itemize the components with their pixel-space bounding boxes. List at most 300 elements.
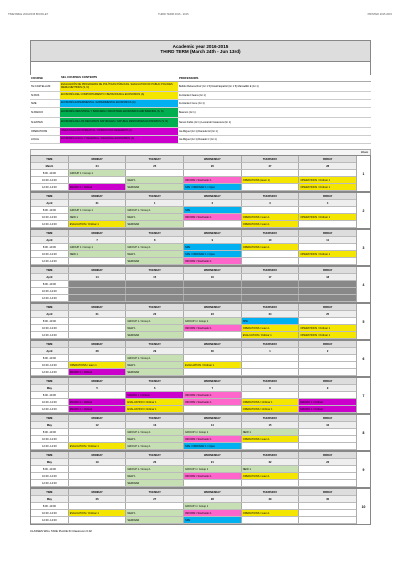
class-cell (69, 480, 127, 486)
time-label: 10:00 -12:00 (31, 473, 69, 479)
time-header: TIME (31, 230, 69, 236)
class-cell: OPERATIONS / team 1 (242, 436, 300, 442)
class-cell: GROUP 1 / Group 1 (184, 429, 242, 435)
date-number: 7 (184, 385, 242, 391)
class-cell: SPE / ORDINAR 1 / Open (184, 443, 242, 449)
time-slot-row (31, 318, 357, 325)
time-label: 12:00 -14:00 (31, 221, 69, 227)
week-number: 7 (356, 378, 370, 413)
week-number: 9 (356, 452, 370, 487)
day-name: WEDNESDAY (184, 193, 242, 199)
date-number: 30 (299, 496, 357, 502)
class-cell: MACRO 1 / Ordinal (69, 406, 127, 412)
time-label: 8:00 -10:00 (31, 429, 69, 435)
date-number: 29 (126, 348, 184, 354)
month-label: May (31, 385, 69, 391)
date-row (31, 237, 357, 244)
week-block (30, 229, 371, 266)
date-row (31, 422, 357, 429)
class-cell (242, 355, 300, 361)
week-number: 6 (356, 341, 370, 376)
legend-course-content: EVALUACIÓN DE PROGRAMAS DE POLÍTICAS PÚBLICAS / EVALUATION OF PUBLIC POLICIES MEDIA METHODS (S, N) (60, 82, 178, 91)
month-label: March (31, 163, 69, 169)
day-name: MONDAY (69, 193, 127, 199)
class-cell (242, 288, 300, 294)
class-cell (242, 369, 300, 375)
day-name: THURSDAY (242, 267, 300, 273)
legend-professors: Beamon (Gr 1) (179, 111, 196, 114)
class-cell: EVALUATION / Ordinar 1 (126, 406, 184, 412)
day-name: MONDAY (69, 156, 127, 162)
class-cell (184, 221, 242, 227)
class-cell (184, 355, 242, 361)
time-slot-row (31, 466, 357, 473)
class-cell: MACRO 1 / Ordinal (69, 399, 127, 405)
date-number: 24 (242, 311, 300, 317)
time-label: 10:00 -12:00 (31, 214, 69, 220)
day-name: THURSDAY (242, 193, 300, 199)
class-cell: EVALUATION / Ordinar 1 (69, 510, 127, 516)
class-cell: GROUP 1 / Group 1 (126, 429, 184, 435)
time-label: 8:00 -10:00 (31, 355, 69, 361)
day-name: TUESDAY (126, 156, 184, 162)
class-cell (184, 288, 242, 294)
time-label: 12:00 -14:00 (31, 295, 69, 301)
class-cell (299, 392, 357, 398)
date-row (31, 311, 357, 318)
day-name: MONDAY (69, 230, 127, 236)
week-block (30, 155, 371, 192)
time-label: 8:00 -10:00 (31, 207, 69, 213)
class-cell (184, 406, 242, 412)
class-cell: SEMINAR (126, 480, 184, 486)
time-slot-row (31, 392, 357, 399)
date-number: 26 (184, 163, 242, 169)
class-cell: MACRO 1 / Ordinal (299, 399, 357, 405)
day-name: FRIDAY (299, 193, 357, 199)
class-cell: OPERATIONS / Ordinar 1 (299, 251, 357, 257)
class-cell: SPE (184, 244, 242, 250)
legend-row (30, 128, 371, 136)
day-name: MONDAY (69, 415, 127, 421)
time-slot-row (31, 369, 357, 376)
date-number: 1 (126, 200, 184, 206)
class-cell: INFORM / Stochastic 1 (184, 177, 242, 183)
class-cell (69, 503, 127, 509)
legend-row (30, 108, 371, 118)
time-slot-row (31, 214, 357, 221)
date-number: 24 (69, 163, 127, 169)
time-label: 12:00 -14:00 (31, 184, 69, 190)
date-number: 13 (126, 422, 184, 428)
class-cell (299, 258, 357, 264)
day-header-row (31, 156, 357, 163)
class-cell: MACRO 1 / Ordinal (69, 184, 127, 190)
weeks-container (30, 155, 371, 525)
time-label: 12:00 -14:00 (31, 369, 69, 375)
class-cell: NEW 1 (126, 325, 184, 331)
time-slot-row (31, 251, 357, 258)
class-cell: NEW 1 (69, 214, 127, 220)
date-number: 1 (242, 348, 300, 354)
time-slot-row (31, 207, 357, 214)
class-cell: SPE (242, 318, 300, 324)
time-header: TIME (31, 304, 69, 310)
academic-year: Academic year 2016-2015 (172, 44, 229, 49)
time-header: TIME (31, 341, 69, 347)
date-number: 9 (184, 237, 242, 243)
date-number: 6 (126, 385, 184, 391)
time-label: 12:00 -14:00 (31, 443, 69, 449)
legend-course-code: SV-CASTELLANI (31, 85, 51, 88)
legend-course-content: ECONOMÍA LOCAL Y REGIONAL / REGIONAL ECONOMICS (A) (60, 136, 178, 143)
date-number: 11 (299, 237, 357, 243)
date-number: 30 (184, 348, 242, 354)
date-number: 2 (184, 200, 242, 206)
time-slot-row (31, 480, 357, 487)
date-number: 12 (69, 422, 127, 428)
class-cell (242, 480, 300, 486)
day-header-row (31, 267, 357, 274)
time-header: TIME (31, 378, 69, 384)
legend-professors: Nervet Fabio (Gr 1) Leonardo Casanova (Gr 1) (179, 121, 231, 124)
legend-row (30, 82, 371, 92)
date-number: 2 (299, 348, 357, 354)
class-cell (184, 170, 242, 176)
class-cell: NEW 1 (69, 251, 127, 257)
class-cell (242, 207, 300, 213)
date-row (31, 274, 357, 281)
class-cell (69, 466, 127, 472)
day-name: TUESDAY (126, 304, 184, 310)
month-label: May (31, 459, 69, 465)
legend-professors: Isa Miguel (Gr 1) Rosado C (Gr 1) (179, 138, 217, 141)
class-cell (69, 258, 127, 264)
week-number: 2 (356, 193, 370, 228)
legend-row (30, 92, 371, 100)
month-label: April (31, 274, 69, 280)
day-name: FRIDAY (299, 489, 357, 495)
legend-col-content: SEL COURSES CONTENTS (61, 75, 98, 80)
legend-course-code: OPERATIONS (31, 130, 48, 133)
time-label: 12:00 -14:00 (31, 517, 69, 523)
date-number: 4 (299, 200, 357, 206)
day-header-row (31, 230, 357, 237)
date-number: 15 (242, 422, 300, 428)
class-cell (242, 503, 300, 509)
class-cell (69, 177, 127, 183)
class-cell: NEW 1 (126, 510, 184, 516)
week-block (30, 488, 371, 525)
class-cell (69, 281, 127, 287)
date-number: 5 (69, 385, 127, 391)
day-name: FRIDAY (299, 230, 357, 236)
class-cell (69, 332, 127, 338)
class-cell: SEMINAR (126, 221, 184, 227)
time-slot-row (31, 295, 357, 302)
time-label: 8:00 -10:00 (31, 466, 69, 472)
class-cell (299, 429, 357, 435)
week-block (30, 451, 371, 488)
class-cell: INFORM / Stochastic 1 (184, 325, 242, 331)
class-cell: GROUP 1 / Group 1 (126, 443, 184, 449)
time-label: 8:00 -10:00 (31, 503, 69, 509)
day-name: MONDAY (69, 452, 127, 458)
day-header-row (31, 489, 357, 496)
class-cell (242, 362, 300, 368)
month-label: May (31, 422, 69, 428)
month-label: April (31, 200, 69, 206)
time-label: 8:00 -10:00 (31, 281, 69, 287)
class-cell (299, 510, 357, 516)
class-cell (299, 295, 357, 301)
class-cell (299, 517, 357, 523)
class-cell: GROUP 1 / Group 1 (126, 318, 184, 324)
class-cell (299, 355, 357, 361)
legend-row (30, 118, 371, 128)
date-number: 31 (69, 200, 127, 206)
legend-course-content: ECONOMÍA DE LOS RECURSOS NATURALES / NATURAL RESOURCES ECONOMICS (S, N) (60, 118, 178, 127)
class-cell: NEW 1 (126, 362, 184, 368)
day-name: THURSDAY (242, 230, 300, 236)
day-name: WEDNESDAY (184, 378, 242, 384)
day-name: WEDNESDAY (184, 341, 242, 347)
day-name: TUESDAY (126, 452, 184, 458)
date-number: 18 (299, 274, 357, 280)
legend-course-content: ECONOMÍA INDUSTRIAL Y BANCARIA / INDUSTRIAL ECONOMICS AND BANKING (S, N) (60, 108, 178, 117)
time-label: 10:00 -12:00 (31, 288, 69, 294)
date-number: 29 (242, 496, 300, 502)
day-name: THURSDAY (242, 341, 300, 347)
class-cell (299, 288, 357, 294)
time-slot-row (31, 355, 357, 362)
day-name: THURSDAY (242, 304, 300, 310)
class-cell (299, 473, 357, 479)
time-label: 10:00 -12:00 (31, 362, 69, 368)
legend-rows (30, 82, 371, 144)
week-number: 10 (356, 489, 370, 524)
class-cell: GROUP 1 / Group 1 (184, 503, 242, 509)
class-cell: OPERATIONS / team 1 (69, 362, 127, 368)
class-cell (242, 281, 300, 287)
month-label: April (31, 348, 69, 354)
class-cell: INFORM / Stochastic 1 (184, 510, 242, 516)
date-number: 23 (184, 311, 242, 317)
class-cell: OPERATIONS / Ordinar 1 (242, 406, 300, 412)
date-row (31, 163, 357, 170)
day-header-row (31, 378, 357, 385)
class-cell: SEMINAR (126, 258, 184, 264)
class-cell (69, 295, 127, 301)
top-line (8, 13, 392, 19)
time-slot-row (31, 170, 357, 177)
class-cell (126, 281, 184, 287)
class-cell: GROUP 1 / Group 1 (126, 207, 184, 213)
class-cell: OPERATIONS / Ordinar 1 (299, 184, 357, 190)
day-name: FRIDAY (299, 452, 357, 458)
day-name: FRIDAY (299, 341, 357, 347)
class-cell: MACRO 1 / Ordinal (69, 369, 127, 375)
class-cell: SPE / ORDINAR 1 / Open (184, 184, 242, 190)
class-cell (299, 369, 357, 375)
class-cell (69, 288, 127, 294)
day-name: THURSDAY (242, 378, 300, 384)
class-cell (126, 295, 184, 301)
day-header-row (31, 341, 357, 348)
time-slot-row (31, 362, 357, 369)
month-label: April (31, 237, 69, 243)
timetable-sheet (30, 40, 371, 533)
day-name: THURSDAY (242, 489, 300, 495)
class-cell (299, 207, 357, 213)
day-name: TUESDAY (126, 341, 184, 347)
time-slot-row (31, 332, 357, 339)
class-cell: INFORM / Stochastic 1 (184, 436, 242, 442)
time-slot-row (31, 517, 357, 524)
class-cell (69, 355, 127, 361)
class-cell (69, 473, 127, 479)
time-label: 8:00 -10:00 (31, 244, 69, 250)
week-block (30, 377, 371, 414)
day-name: TUESDAY (126, 378, 184, 384)
class-cell: NEW 1 (126, 214, 184, 220)
week-block (30, 414, 371, 451)
class-cell: EVALUATION / Ordinar 1 (69, 443, 127, 449)
time-slot-row (31, 473, 357, 480)
day-name: FRIDAY (299, 267, 357, 273)
time-slot-row (31, 281, 357, 288)
date-number: 14 (184, 422, 242, 428)
class-cell (299, 244, 357, 250)
week-number: 8 (356, 415, 370, 450)
date-number: 27 (242, 163, 300, 169)
week-block (30, 266, 371, 303)
term-title: THIRD TERM (March 24th - Jun 13rd) (160, 49, 241, 55)
class-cell (242, 443, 300, 449)
date-row (31, 496, 357, 503)
class-cell: INFORM / Stochastic 1 (184, 258, 242, 264)
week-block (30, 340, 371, 377)
class-cell (299, 362, 357, 368)
date-number: 14 (69, 274, 127, 280)
time-label: 12:00 -14:00 (31, 332, 69, 338)
class-cell (69, 318, 127, 324)
class-cell: SPE / ORDINAR 1 / Open (184, 251, 242, 257)
month-label: April (31, 311, 69, 317)
time-label: 12:00 -14:00 (31, 258, 69, 264)
time-label: 8:00 -10:00 (31, 318, 69, 324)
class-cell (184, 295, 242, 301)
class-cell (126, 170, 184, 176)
class-cell (242, 184, 300, 190)
class-cell: SEMINAR (126, 184, 184, 190)
class-cell: OPERATIONS / team 1 (242, 510, 300, 516)
date-number: 28 (299, 163, 357, 169)
time-label: 10:00 -12:00 (31, 399, 69, 405)
day-name: WEDNESDAY (184, 156, 242, 162)
day-name: WEDNESDAY (184, 267, 242, 273)
class-cell: OPERATIONS (team 1) (242, 177, 300, 183)
date-number: 22 (126, 311, 184, 317)
date-number: 9 (299, 385, 357, 391)
legend-course-code: SI-BANCO (31, 111, 44, 114)
legend-course-code: LOCAL (31, 138, 40, 141)
class-cell (126, 288, 184, 294)
date-number: 21 (69, 311, 127, 317)
time-label: 10:00 -12:00 (31, 177, 69, 183)
class-cell: GROUP 1 / Group 1 (69, 244, 127, 250)
time-slot-row (31, 221, 357, 228)
date-number: 15 (126, 274, 184, 280)
day-name: MONDAY (69, 304, 127, 310)
class-cell: INFORM / Stochastic 1 (184, 399, 242, 405)
day-name: WEDNESDAY (184, 452, 242, 458)
class-cell: GROUP 1 / Group 1 (126, 355, 184, 361)
day-name: FRIDAY (299, 304, 357, 310)
day-name: FRIDAY (299, 378, 357, 384)
day-header-row (31, 452, 357, 459)
time-label: 10:00 -12:00 (31, 436, 69, 442)
legend-course-content: ECONOMÍA EXPERIMENTAL / EXPERIMENTAL ECONOMICS (A) (60, 100, 178, 107)
date-number: 23 (299, 459, 357, 465)
legend-course-content: INVESTIGACIÓN OPERATIVA / OPERATIONS RESEARCH (A) (60, 128, 178, 135)
day-header-row (31, 304, 357, 311)
class-cell (242, 170, 300, 176)
date-number: 21 (184, 459, 242, 465)
legend-col-professors: PROFESSORS (179, 76, 199, 80)
time-label: 10:00 -12:00 (31, 510, 69, 516)
time-label: 8:00 -10:00 (31, 392, 69, 398)
class-cell: SPE (184, 207, 242, 213)
date-number: 27 (126, 496, 184, 502)
class-cell: NEW 1 (242, 429, 300, 435)
day-name: WEDNESDAY (184, 415, 242, 421)
date-number: 10 (242, 237, 300, 243)
time-label: 8:00 -10:00 (31, 170, 69, 176)
date-number: 22 (242, 459, 300, 465)
week-block (30, 192, 371, 229)
legend-row (30, 136, 371, 144)
class-cell (299, 503, 357, 509)
time-slot-row (31, 399, 357, 406)
time-label: 10:00 -12:00 (31, 251, 69, 257)
day-name: THURSDAY (242, 156, 300, 162)
class-cell: OPERATIONS / team 1 (242, 473, 300, 479)
day-name: MONDAY (69, 489, 127, 495)
date-number: 16 (299, 422, 357, 428)
date-number: 20 (126, 459, 184, 465)
class-cell: OPERATIONS / Ordinar 1 (299, 214, 357, 220)
legend-col-course: COURSE (31, 76, 43, 80)
class-cell: MACRO 1 / Ordinal (299, 406, 357, 412)
day-name: MONDAY (69, 378, 127, 384)
class-cell: GROUP 1 / Group 1 (69, 207, 127, 213)
top-line-center: THIRD TERM 2016 - 2015 (158, 13, 189, 16)
date-row (31, 385, 357, 392)
legend-course-code: SI-ENTEN (31, 121, 43, 124)
legend-course-code: SI-BUS (31, 94, 40, 97)
class-cell (242, 295, 300, 301)
class-cell (299, 221, 357, 227)
class-cell: NEW 1 (126, 177, 184, 183)
class-cell: INFORM / Stochastic 1 (184, 214, 242, 220)
date-number: 25 (299, 311, 357, 317)
legend-professors: Isa Miguel (Gr 1) Daniela Gil (Gr 1) (179, 130, 218, 133)
class-cell: GROUP 1 / Group 1 (126, 244, 184, 250)
class-cell: EVALUATION / Ordinar 1 (184, 362, 242, 368)
class-cell (299, 170, 357, 176)
day-name: WEDNESDAY (184, 230, 242, 236)
